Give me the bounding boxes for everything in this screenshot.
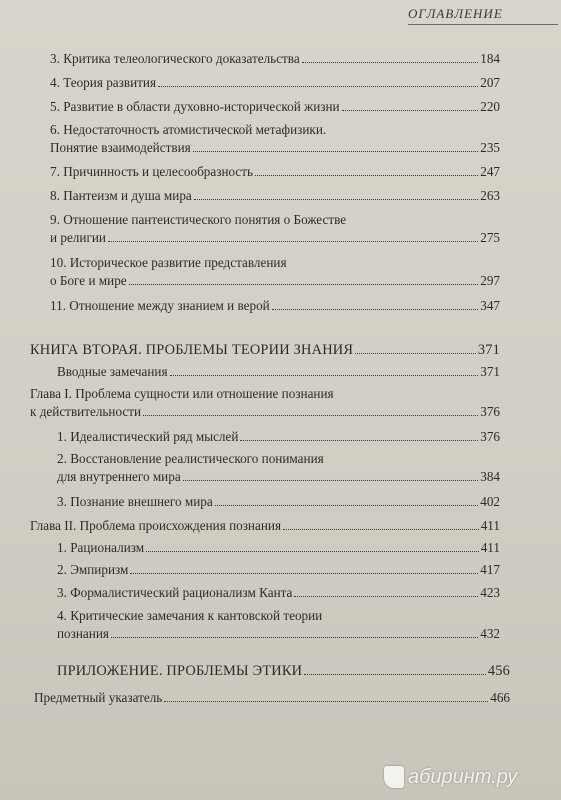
dot-leader xyxy=(255,175,478,176)
labirint-logo-icon xyxy=(384,766,404,788)
toc-entry-title: к действительности xyxy=(30,404,142,419)
toc-entry xyxy=(57,584,500,602)
toc-entry xyxy=(34,689,510,707)
page-number: 376 xyxy=(480,404,500,419)
page-number: 297 xyxy=(480,273,500,288)
toc-entry xyxy=(50,187,500,205)
page-number: 263 xyxy=(480,188,500,203)
toc-entry-title: 2. Восстановление реалистического понимания xyxy=(57,451,324,466)
dot-leader xyxy=(111,637,478,638)
toc-entry xyxy=(50,254,500,290)
toc-entry-title: 7. Причинность и целесообразность xyxy=(50,164,254,179)
toc-entry-title: 8. Пантеизм и душа мира xyxy=(50,188,192,203)
toc-entry-title: 6. Недостаточность атомистической метафизики. xyxy=(50,122,327,137)
toc-entry-title: 3. Познание внешнего мира xyxy=(57,494,213,509)
toc-entry-title: 4. Критические замечания к кантовской теории xyxy=(57,608,323,623)
toc-entry xyxy=(50,50,500,68)
dot-leader xyxy=(283,529,479,530)
page-number: 384 xyxy=(480,469,500,484)
dot-leader xyxy=(170,375,479,376)
page-number: 417 xyxy=(480,562,500,577)
page-number: 466 xyxy=(490,690,510,705)
toc-entry-title: 9. Отношение пантеистического понятия о Божестве xyxy=(50,212,347,227)
toc-entry-title: КНИГА ВТОРАЯ. ПРОБЛЕМЫ ТЕОРИИ ЗНАНИЯ xyxy=(30,342,354,358)
page-number: 207 xyxy=(480,75,500,90)
toc-entry-title: Глава II. Проблема происхождения познания xyxy=(30,518,282,533)
page-number: 456 xyxy=(487,663,510,679)
page-number: 347 xyxy=(480,298,500,313)
toc-entry xyxy=(57,363,500,381)
toc-entry xyxy=(50,74,500,92)
toc-entry-title: 5. Развитие в области духовно-исторической жизни xyxy=(50,99,340,114)
page-number: 235 xyxy=(480,140,500,155)
toc-entry-title: познания xyxy=(57,626,109,641)
page-number: 376 xyxy=(480,429,500,444)
toc-entry-title: 3. Формалистический рационализм Канта xyxy=(57,585,293,600)
toc-entry-title: Предметный указатель xyxy=(34,690,163,705)
page-number: 184 xyxy=(480,51,500,66)
toc-entry-title: Понятие взаимодействия xyxy=(50,140,191,155)
dot-leader xyxy=(164,701,488,702)
dot-leader xyxy=(355,353,476,354)
page-number: 220 xyxy=(480,99,500,114)
toc-entry-title: 4. Теория развития xyxy=(50,75,157,90)
dot-leader xyxy=(342,110,479,111)
dot-leader xyxy=(294,596,478,597)
dot-leader xyxy=(129,284,479,285)
toc-entry xyxy=(50,297,500,315)
toc-entry-title: 1. Идеалистический ряд мыслей xyxy=(57,429,239,444)
dot-leader xyxy=(158,86,478,87)
dot-leader xyxy=(240,440,478,441)
toc-entry-title: Глава I. Проблема сущности или отношение познания xyxy=(30,386,334,401)
running-header: ОГЛАВЛЕНИЕ xyxy=(408,6,558,25)
toc-entry xyxy=(57,493,500,511)
dot-leader xyxy=(108,241,478,242)
page-number: 402 xyxy=(480,494,500,509)
toc-entry xyxy=(57,607,500,643)
toc-entry-title: о Боге и мире xyxy=(50,273,127,288)
toc-entry xyxy=(50,163,500,181)
dot-leader xyxy=(146,551,479,552)
watermark: абиринт.ру xyxy=(408,766,518,788)
page-number: 247 xyxy=(480,164,500,179)
toc-entry-title: для внутреннего мира xyxy=(57,469,181,484)
toc-entry xyxy=(30,517,500,535)
toc-entry-title: 1. Рационализм xyxy=(57,540,145,555)
toc-entry xyxy=(57,428,500,446)
page-number: 275 xyxy=(480,230,500,245)
page-number: 371 xyxy=(477,342,500,358)
dot-leader xyxy=(304,674,486,675)
dot-leader xyxy=(302,62,479,63)
dot-leader xyxy=(183,480,479,481)
toc-entry xyxy=(50,211,500,247)
toc-entry-title: 11. Отношение между знанием и верой xyxy=(50,298,270,313)
toc-entry xyxy=(50,121,500,157)
toc-entry-title: 2. Эмпиризм xyxy=(57,562,129,577)
page-number: 371 xyxy=(480,364,500,379)
page-number: 423 xyxy=(480,585,500,600)
toc-entry xyxy=(57,561,500,579)
page-number: 411 xyxy=(480,540,500,555)
toc-entry xyxy=(57,450,500,486)
toc-entry xyxy=(30,341,500,359)
toc-entry xyxy=(57,662,510,680)
toc-entry-title: ПРИЛОЖЕНИЕ. ПРОБЛЕМЫ ЭТИКИ xyxy=(57,663,303,679)
toc-entry xyxy=(30,385,500,421)
dot-leader xyxy=(215,505,479,506)
toc-entry-title: 3. Критика телеологического доказательства xyxy=(50,51,300,66)
dot-leader xyxy=(194,199,478,200)
toc-entry xyxy=(57,539,500,557)
toc-entry-title: и религии xyxy=(50,230,106,245)
dot-leader xyxy=(130,573,478,574)
toc-entry xyxy=(50,98,500,116)
dot-leader xyxy=(193,151,479,152)
page-number: 411 xyxy=(480,518,500,533)
toc-entry-title: Вводные замечания xyxy=(57,364,168,379)
dot-leader xyxy=(272,309,478,310)
dot-leader xyxy=(143,415,478,416)
page-number: 432 xyxy=(480,626,500,641)
toc-entry-title: 10. Историческое развитие представления xyxy=(50,255,287,270)
